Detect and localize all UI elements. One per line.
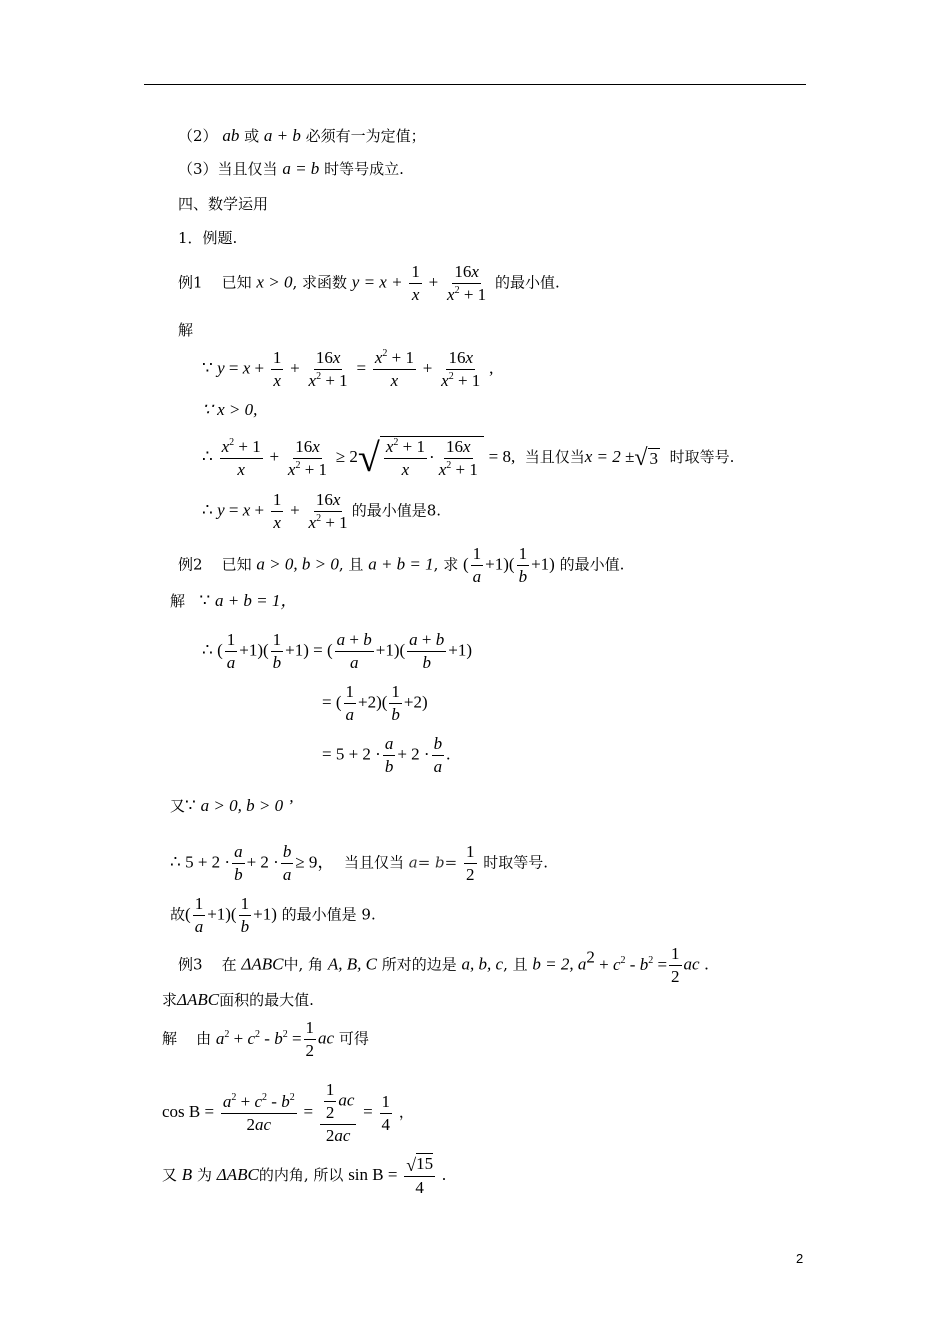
condition-3: （3）当且仅当 a = b 时等号成立. [178, 159, 404, 178]
example-1-statement: 例1 已知 x > 0, 求函数 y = x + $\frac{1}{x}$ + $\frac{16x}{x^2 + 1}$ 的最小值. [178, 262, 560, 304]
example-3-statement: 例3 在 ΔABC中, 角 A, B, C 所对的边是 a, b, c, 且 b = 2, $a^2 + c^2 - b^2$ = $\frac{1}{2}$ ac . [178, 944, 709, 986]
example-2-solution-start: 解 ∵ a + b = 1， [170, 591, 298, 610]
example-3-sine: 又 B 为 ΔABC的内角, 所以 sin B = $\frac{√15}{4}$ . [162, 1154, 447, 1198]
example-1-step-2: ∵ x > 0, [202, 400, 258, 419]
page-number: 2 [796, 1251, 804, 1266]
example-3-ask: 求ΔABC面积的最大值. [162, 990, 314, 1009]
section-heading: 四、数学运用 [178, 195, 269, 213]
condition-2: （2） ab 或 a + b 必须有一为定值； [178, 126, 426, 145]
example-3-cosine: cos B = $\frac{a^2 + c^2 - b^2}{2ac}$ = $\frac{1}{2}$ ac 2ac = $\frac{1}{4}$ ， [162, 1080, 414, 1145]
example-2-conclusion: 故( $\frac{1}{a}$ +1)( $\frac{1}{b}$ +1) 的最小值是 9. [170, 894, 376, 936]
example-1-step-3: ∴ $\frac{x^2 + 1}{x}$ + $\frac{16x}{x^2 + 1}$ ≥ 2√ $\frac{x^2 + 1}{x}$ · $\frac{16x}{x^2 + 1}$ = 8, 当且仅当x = 2 ±√ 3 时取等号. [202, 435, 735, 480]
example-3-solution-start: 解 由 $a^2 + c^2 - b^2$ = $\frac{1}{2}$ ac 可得 [162, 1018, 369, 1060]
fraction: $\frac{1}{x}$ [411, 262, 420, 304]
example-2-statement: 例2 已知 a > 0, b > 0, 且 a + b = 1, 求 ( $\frac{1}{a}$ +1)( $\frac{1}{b}$ +1) 的最小值. [178, 544, 625, 586]
example-2-step-2: = ( $\frac{1}{a}$ +2)( $\frac{1}{b}$ +2) [322, 682, 428, 724]
fraction: $\frac{16x}{x^2 + 1}$ [447, 262, 487, 304]
example-1-step-4: ∴ y = x + $\frac{1}{x}$ + $\frac{16x}{x^2 + 1}$ 的最小值是8. [202, 490, 441, 532]
example-1-step-1: ∵ y = x + $\frac{1}{x}$ + $\frac{16x}{x^2 + 1}$ = $\frac{x^2 + 1}{x}$ + $\frac{16x}{x^2 + 1}$ , [202, 348, 494, 390]
example-2-step-1: ∴ ( $\frac{1}{a}$ +1)( $\frac{1}{b}$ +1) = ( $\frac{a + b}{a}$ +1)( $\frac{a + b}{b}$ +1) [202, 630, 473, 672]
subsection-heading: 1．例题. [178, 229, 238, 247]
example-2-inequality: ∴ 5 + 2 · $\frac{a}{b}$ + 2 · $\frac{b}{a}$ ≥ 9， 当且仅当 a= b= $\frac{1}{2}$ 时取等号. [170, 842, 549, 884]
header-rule [144, 84, 806, 85]
solution-label: 解 [178, 321, 194, 339]
example-2-again: 又∵ a > 0, b > 0 ’ [170, 796, 293, 815]
example-2-step-3: = 5 + 2 · $\frac{a}{b}$ + 2 · $\frac{b}{a}$ . [322, 734, 451, 776]
